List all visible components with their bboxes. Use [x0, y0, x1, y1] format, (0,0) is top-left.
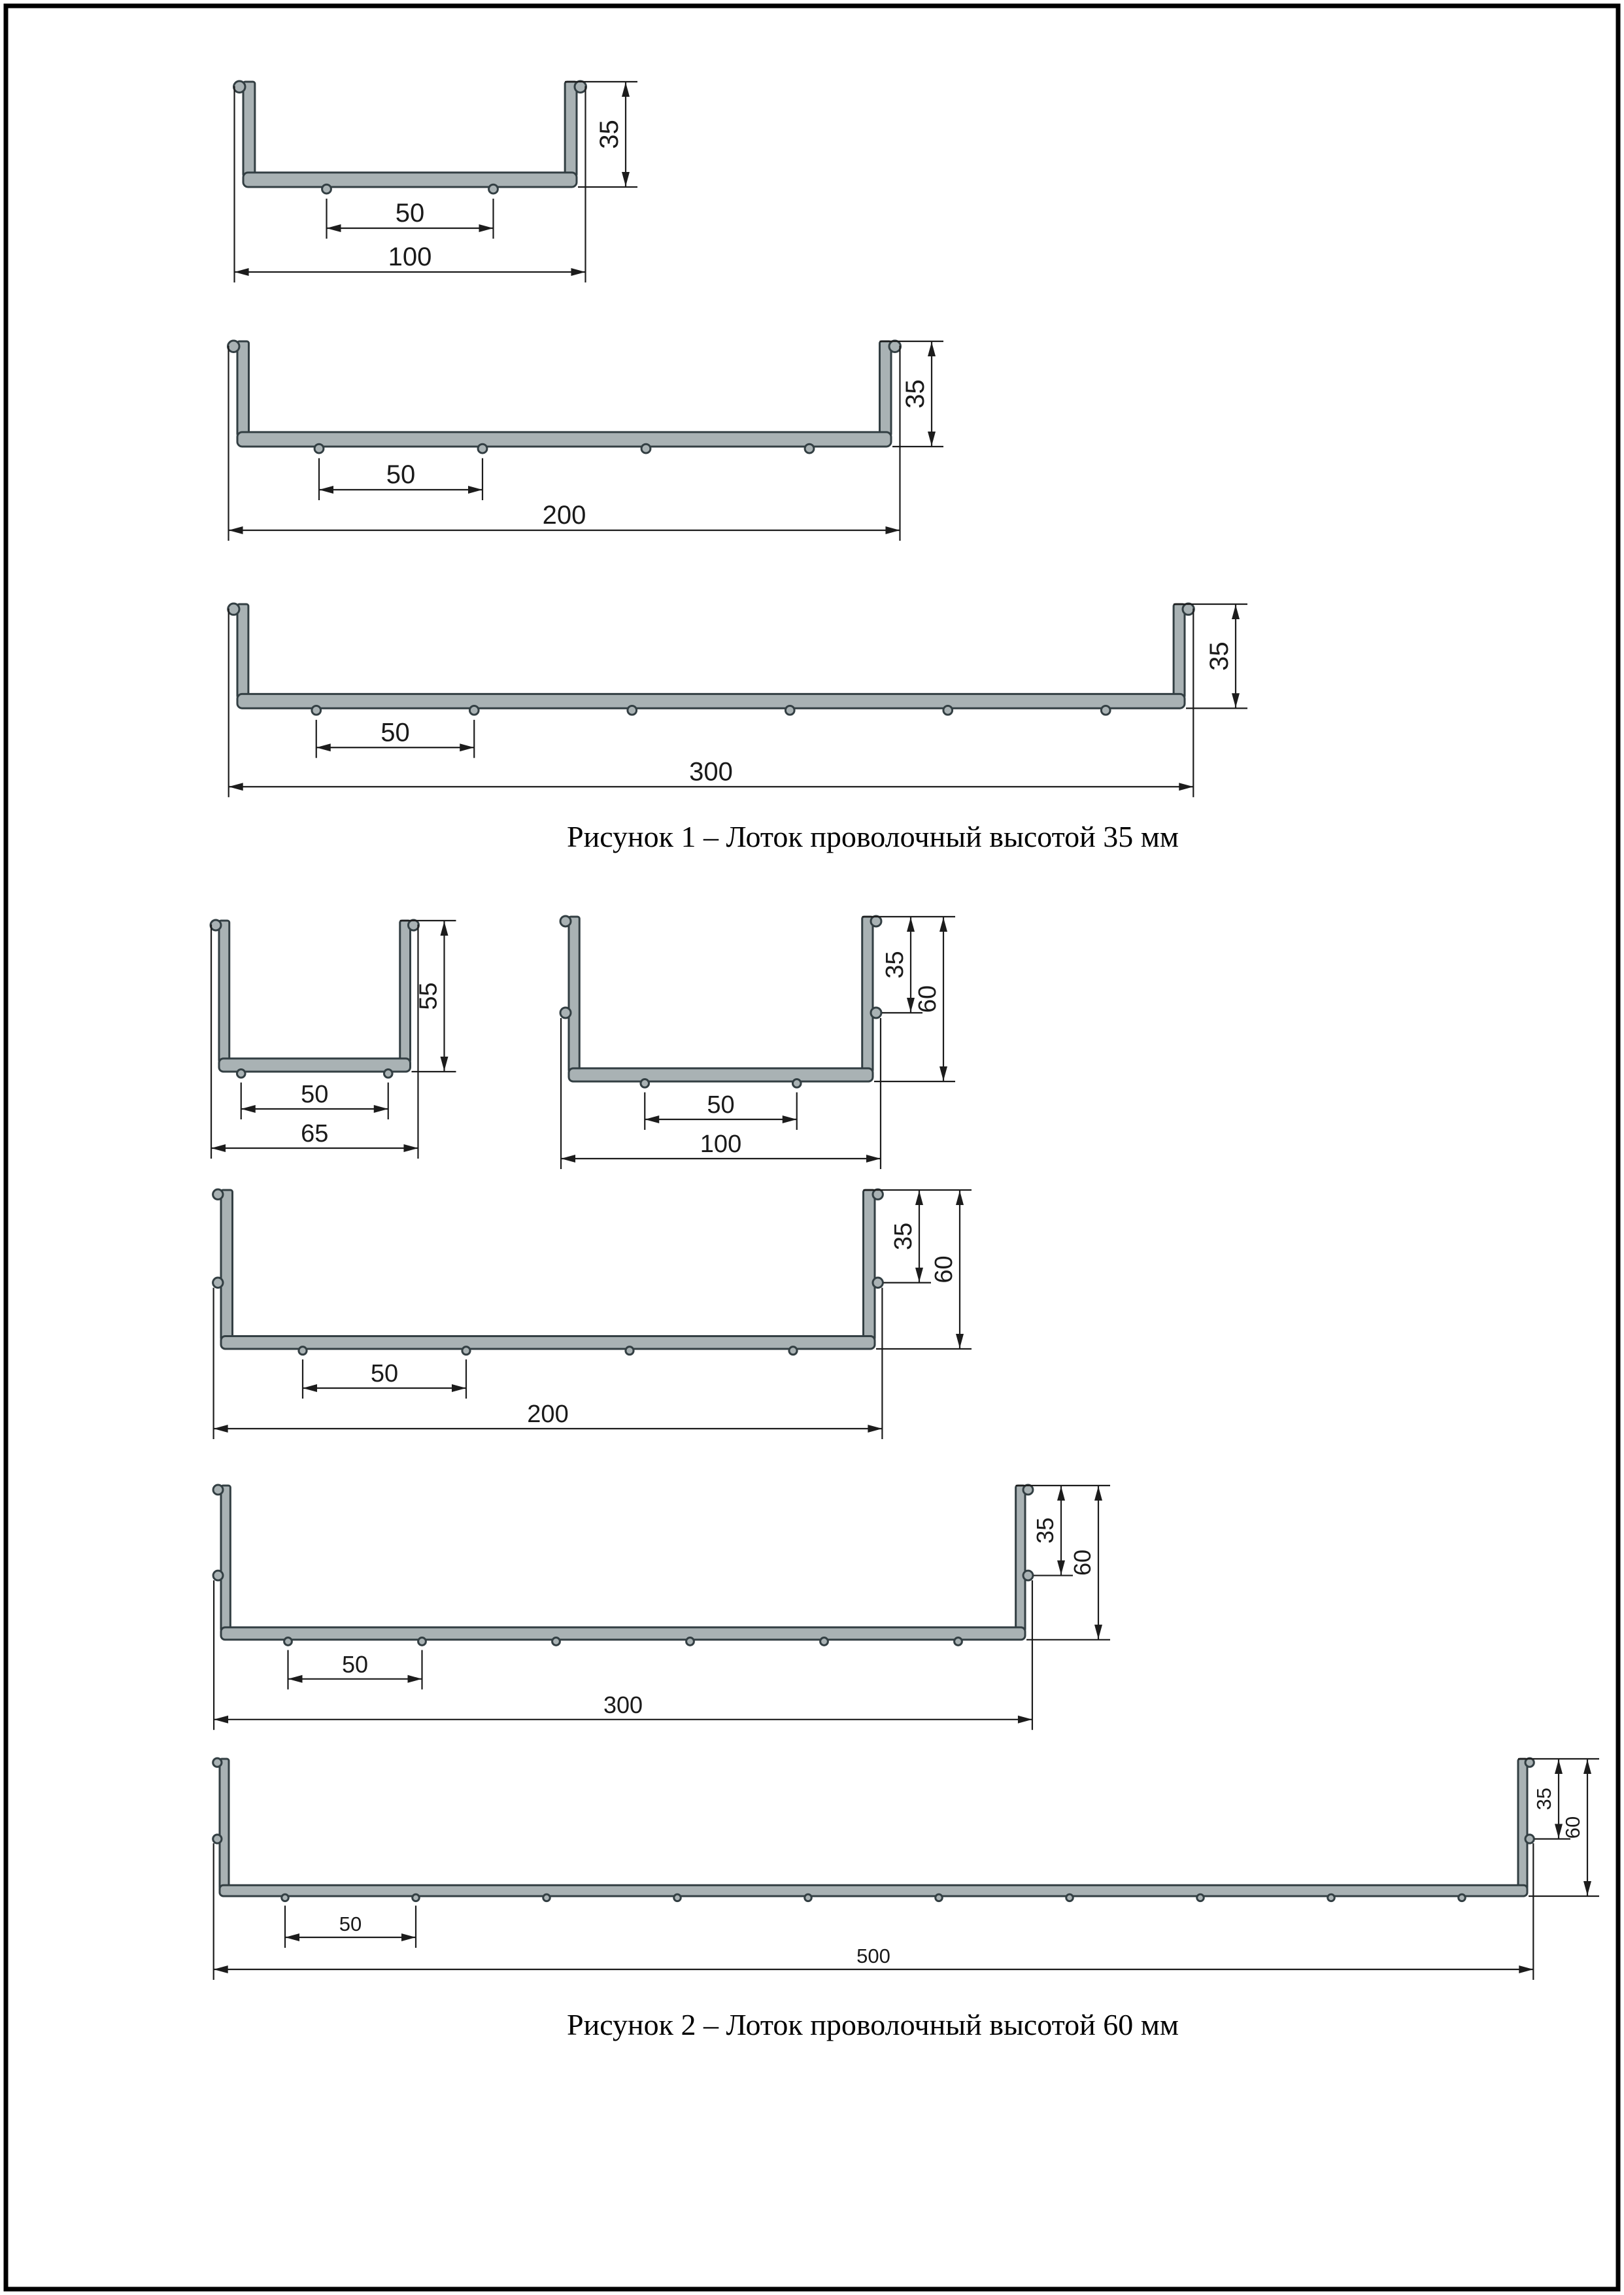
tray-bottom-bar [221, 1336, 875, 1349]
dimension-arrow [622, 82, 630, 97]
dimension-arrow [1583, 1760, 1591, 1774]
dimension-arrow [1583, 1881, 1591, 1896]
dim-label-width: 65 [301, 1120, 329, 1148]
bottom-wire [792, 1080, 801, 1088]
bottom-wire [552, 1638, 560, 1646]
figure1-caption: Рисунок 1 – Лоток проволочный высотой 35 мм [567, 820, 1179, 853]
bottom-wire [936, 1894, 943, 1901]
bottom-wire [626, 1347, 634, 1355]
dimension-arrow [460, 743, 474, 751]
bottom-wire [489, 184, 498, 194]
tray-200x35-cross-section [228, 341, 943, 541]
dimension-arrow [866, 1155, 881, 1163]
dim-label-mid-height: 35 [890, 1222, 917, 1251]
bottom-wire [469, 706, 479, 715]
bottom-wire [284, 1638, 292, 1646]
tray-left-wall [221, 1190, 233, 1340]
bottom-wire [641, 1080, 649, 1088]
longitudinal-wire [228, 604, 239, 615]
bottom-wire [282, 1894, 289, 1901]
dim-label-width: 100 [700, 1130, 742, 1158]
dim-label-width: 100 [388, 243, 432, 271]
tray-500x60-cross-section [213, 1758, 1599, 1980]
dimension-arrow [571, 268, 585, 276]
tray-right-wall [864, 1190, 875, 1340]
tray-left-wall [237, 604, 248, 698]
tray-right-wall [1518, 1759, 1527, 1889]
bottom-wire [314, 444, 324, 453]
bottom-wire [641, 444, 651, 453]
dimension-arrow [915, 1191, 923, 1205]
longitudinal-wire [234, 81, 245, 92]
dimension-arrow [1057, 1561, 1065, 1575]
dim-label-width: 200 [527, 1401, 569, 1428]
bottom-wire [805, 444, 814, 453]
longitudinal-wire [1183, 604, 1194, 615]
dim-label-spacing: 50 [301, 1081, 329, 1108]
dimension-arrow [214, 1965, 228, 1973]
dimension-arrow [956, 1334, 964, 1348]
dimension-arrow [214, 1425, 228, 1433]
longitudinal-wire-mid [213, 1571, 223, 1580]
dim-label-width: 300 [603, 1691, 643, 1718]
dim-label-height: 35 [901, 379, 930, 409]
tray-300x60-cross-section [213, 1485, 1110, 1730]
tray-right-wall [1016, 1486, 1025, 1631]
tray-bottom-bar [237, 694, 1185, 708]
bottom-wire [1459, 1894, 1466, 1901]
tray-bottom-bar [219, 1059, 411, 1072]
tray-300x35-cross-section [228, 604, 1247, 797]
dim-label-spacing: 50 [707, 1091, 735, 1119]
bottom-wire [237, 1070, 245, 1078]
longitudinal-wire-mid [560, 1008, 571, 1018]
tray-bottom-bar [237, 432, 891, 447]
dimension-arrow [622, 172, 630, 186]
tray-right-wall [880, 341, 892, 436]
dim-label-height: 60 [930, 1255, 958, 1284]
dimension-arrow [403, 1144, 418, 1152]
longitudinal-wire [575, 81, 586, 92]
dimension-arrow [285, 1933, 299, 1941]
dimension-arrow [235, 268, 249, 276]
tray-right-wall [862, 917, 873, 1072]
dimension-arrow [374, 1105, 388, 1113]
bottom-wire [674, 1894, 681, 1901]
dimension-arrow [1018, 1716, 1032, 1724]
dimension-arrow [783, 1115, 797, 1123]
dimension-arrow [915, 1268, 923, 1282]
dimension-arrow [1519, 1965, 1533, 1973]
dimension-arrow [868, 1425, 882, 1433]
dim-label-width: 500 [856, 1945, 890, 1967]
tray-left-wall [219, 921, 229, 1062]
longitudinal-wire [871, 916, 881, 926]
dimension-arrow [408, 1675, 422, 1683]
dimension-arrow [885, 526, 900, 534]
dimension-arrow [1232, 693, 1240, 707]
tray-65x55-cross-section [211, 920, 456, 1159]
longitudinal-wire-mid [873, 1278, 883, 1287]
bottom-wire [312, 706, 321, 715]
dim-label-mid-height: 35 [1032, 1517, 1058, 1544]
dim-label-height: 60 [914, 985, 941, 1013]
dimension-arrow [561, 1155, 575, 1163]
dim-label-width: 300 [689, 757, 733, 787]
bottom-wire [384, 1070, 392, 1078]
longitudinal-wire [213, 1485, 223, 1495]
bottom-wire [462, 1347, 470, 1355]
longitudinal-wire [228, 341, 239, 352]
bottom-wire [686, 1638, 694, 1646]
longitudinal-wire-mid [871, 1008, 881, 1018]
bottom-wire [478, 444, 487, 453]
dimension-arrow [319, 486, 333, 494]
dimension-arrow [303, 1384, 317, 1392]
dimension-arrow [479, 224, 494, 232]
bottom-wire [955, 1638, 962, 1646]
dimension-arrow [401, 1933, 416, 1941]
dim-label-spacing: 50 [341, 1650, 369, 1678]
longitudinal-wire [213, 1758, 222, 1767]
tray-left-wall [221, 1486, 230, 1631]
dimension-arrow [468, 486, 482, 494]
dimension-arrow [928, 432, 936, 446]
dimension-arrow [214, 1716, 228, 1724]
figure2-caption: Рисунок 2 – Лоток проволочный высотой 60 мм [567, 2008, 1179, 2041]
dim-label-height: 55 [414, 982, 443, 1010]
dim-label-width: 200 [542, 501, 586, 530]
dimension-arrow [229, 783, 243, 790]
bottom-wire [1197, 1894, 1204, 1901]
dim-label-mid-height: 35 [1532, 1788, 1555, 1810]
dimension-arrow [288, 1675, 303, 1683]
dimension-arrow [241, 1105, 256, 1113]
dimension-arrow [441, 1057, 448, 1071]
dimension-arrow [452, 1384, 466, 1392]
tray-left-wall [243, 82, 255, 177]
bottom-wire [543, 1894, 550, 1901]
dim-label-mid-height: 35 [881, 951, 909, 979]
bottom-wire [299, 1347, 307, 1355]
bottom-wire [785, 706, 794, 715]
dimension-arrow [1232, 605, 1240, 619]
bottom-wire [1101, 706, 1110, 715]
dim-label-spacing: 50 [386, 460, 416, 489]
tray-left-wall [237, 341, 249, 436]
longitudinal-wire [409, 920, 419, 930]
dimension-arrow [1094, 1625, 1102, 1639]
dimension-arrow [1555, 1760, 1563, 1774]
bottom-wire [322, 184, 331, 194]
tray-bottom-bar [569, 1068, 873, 1081]
tray-left-wall [569, 917, 579, 1072]
dim-label-spacing: 50 [381, 718, 410, 747]
dimension-arrow [939, 1066, 947, 1081]
longitudinal-wire [213, 1189, 223, 1199]
longitudinal-wire [873, 1189, 883, 1199]
bottom-wire [1066, 1894, 1074, 1901]
bottom-wire [418, 1638, 426, 1646]
longitudinal-wire-mid [213, 1835, 222, 1843]
dimension-arrow [1057, 1486, 1065, 1501]
dimension-arrow [1179, 783, 1193, 790]
bottom-wire [805, 1894, 812, 1901]
tray-right-wall [1174, 604, 1185, 698]
dimension-arrow [1094, 1486, 1102, 1501]
dim-label-height: 35 [595, 120, 624, 149]
tray-bottom-bar [243, 173, 577, 187]
bottom-wire [789, 1347, 797, 1355]
bottom-wire [943, 706, 953, 715]
dim-label-spacing: 50 [370, 1360, 399, 1387]
dim-label-spacing: 50 [339, 1912, 362, 1935]
tray-100x60-cross-section [560, 916, 955, 1169]
bottom-wire [1328, 1894, 1335, 1901]
dimension-arrow [211, 1144, 226, 1152]
longitudinal-wire-mid [213, 1278, 223, 1287]
dimension-arrow [645, 1115, 659, 1123]
tray-100x35-cross-section [234, 81, 637, 282]
longitudinal-wire-mid [1525, 1835, 1534, 1843]
dimension-arrow [907, 917, 915, 932]
dimension-arrow [939, 917, 947, 932]
tray-right-wall [565, 82, 577, 177]
dim-label-height: 60 [1561, 1816, 1584, 1839]
longitudinal-wire [1023, 1485, 1033, 1495]
dimension-arrow [327, 224, 341, 232]
dim-label-height: 35 [1205, 641, 1234, 671]
tray-left-wall [220, 1759, 229, 1889]
bottom-wire [413, 1894, 420, 1901]
dimension-arrow [316, 743, 331, 751]
dimension-arrow [956, 1191, 964, 1205]
tray-right-wall [400, 921, 411, 1062]
tray-bottom-bar [221, 1627, 1025, 1640]
longitudinal-wire-mid [1023, 1571, 1033, 1580]
dimension-arrow [229, 526, 243, 534]
longitudinal-wire [211, 920, 221, 930]
tray-200x60-cross-section [213, 1189, 972, 1439]
bottom-wire [820, 1638, 828, 1646]
dim-label-spacing: 50 [395, 199, 425, 228]
longitudinal-wire [560, 916, 571, 926]
bottom-wire [628, 706, 637, 715]
longitudinal-wire [889, 341, 900, 352]
dim-label-height: 60 [1069, 1549, 1096, 1576]
dimension-arrow [441, 921, 448, 936]
dimension-arrow [928, 342, 936, 356]
